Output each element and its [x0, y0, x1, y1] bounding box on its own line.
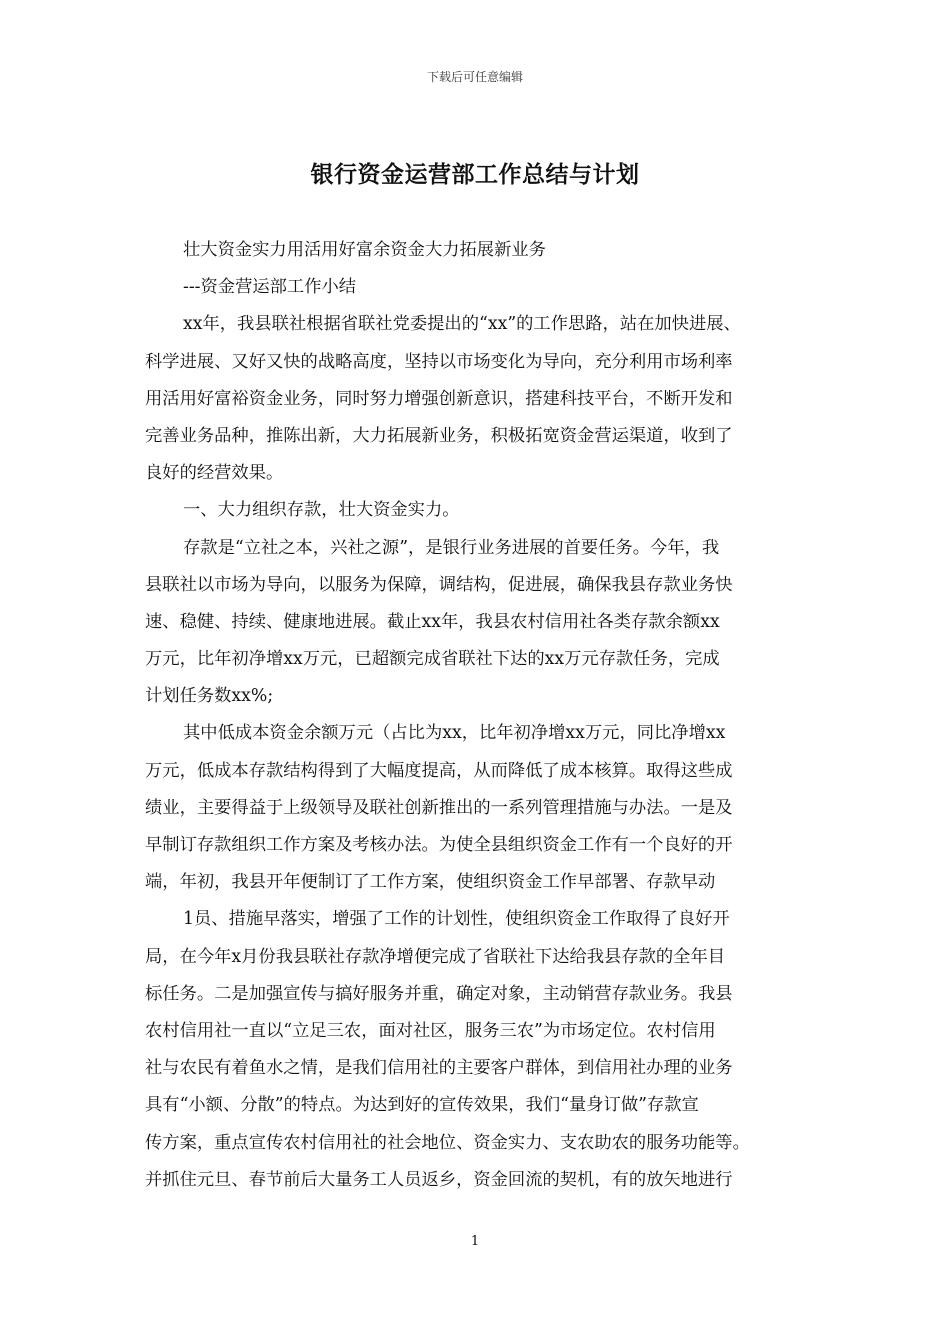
text-line: 标任务。二是加强宣传与搞好服务并重，确定对象，主动销营存款业务。我县 [145, 983, 733, 1004]
text-line: 用活用好富裕资金业务，同时努力增强创新意识，搭建科技平台，不断开发和 [145, 388, 733, 409]
text-line: 计划任务数xx%; [145, 686, 274, 707]
text-line: xx年，我县联社根据省联社党委提出的“xx”的工作思路，站在加快进展、 [183, 314, 741, 335]
text-line: 速、稳健、持续、健康地进展。截止xx年，我县农村信用社各类存款余额xx [145, 611, 720, 632]
text-line: 万元，比年初净增xx万元，已超额完成省联社下达的xx万元存款任务，完成 [145, 649, 720, 670]
text-line: 社与农民有着鱼水之情，是我们信用社的主要客户群体，到信用社办理的业务 [145, 1058, 733, 1079]
text-line: 科学进展、又好又快的战略高度，坚持以市场变化为导向，充分利用市场利率 [145, 351, 733, 372]
text-line: 并抓住元旦、春节前后大量务工人员返乡，资金回流的契机，有的放矢地进行 [145, 1169, 733, 1190]
document-title: 银行资金运营部工作总结与计划 [310, 161, 640, 188]
text-line: 具有“小额、分散”的特点。为达到好的宣传效果，我们“量身订做”存款宣 [145, 1095, 699, 1116]
text-line: 完善业务品种，推陈出新，大力拓展新业务，积极拓宽资金营运渠道，收到了 [145, 425, 733, 446]
text-line: 其中低成本资金余额万元（占比为xx，比年初净增xx万元，同比净增xx [183, 723, 726, 744]
text-line: 县联社以市场为导向，以服务为保障，调结构，促进展，确保我县存款业务快 [145, 574, 733, 595]
header-note: 下载后可任意编辑 [426, 70, 523, 84]
text-line: 1员、措施早落实，增强了工作的计划性，使组织资金工作取得了良好开 [183, 909, 730, 930]
text-line: 农村信用社一直以“立足三农，面对社区，服务三农”为市场定位。农村信用 [145, 1020, 716, 1041]
text-line: 局，在今年x月份我县联社存款净增便完成了省联社下达给我县存款的全年目 [145, 946, 726, 967]
text-line: 存款是“立社之本，兴社之源”，是银行业务进展的首要任务。今年，我 [183, 537, 720, 558]
text-line: 端，年初，我县开年便制订了工作方案，使组织资金工作早部署、存款早动 [145, 872, 716, 893]
text-line: 万元，低成本存款结构得到了大幅度提高，从而降低了成本核算。取得这些成 [145, 760, 733, 781]
text-line: 传方案，重点宣传农村信用社的社会地位、资金实力、支农助农的服务功能等。 [145, 1132, 750, 1153]
text-line: 壮大资金实力用活用好富余资金大力拓展新业务 [183, 240, 546, 260]
text-line: 一、大力组织存款，壮大资金实力。 [183, 500, 460, 521]
text-line: 良好的经营效果。 [145, 463, 284, 484]
text-line: ---资金营运部工作小结 [183, 277, 357, 298]
page-number: 1 [470, 1234, 480, 1249]
text-line: 绩业，主要得益于上级领导及联社创新推出的一系列管理措施与办法。一是及 [145, 797, 733, 818]
text-line: 早制订存款组织工作方案及考核办法。为使全县组织资金工作有一个良好的开 [145, 835, 733, 855]
body-text [145, 232, 805, 1199]
